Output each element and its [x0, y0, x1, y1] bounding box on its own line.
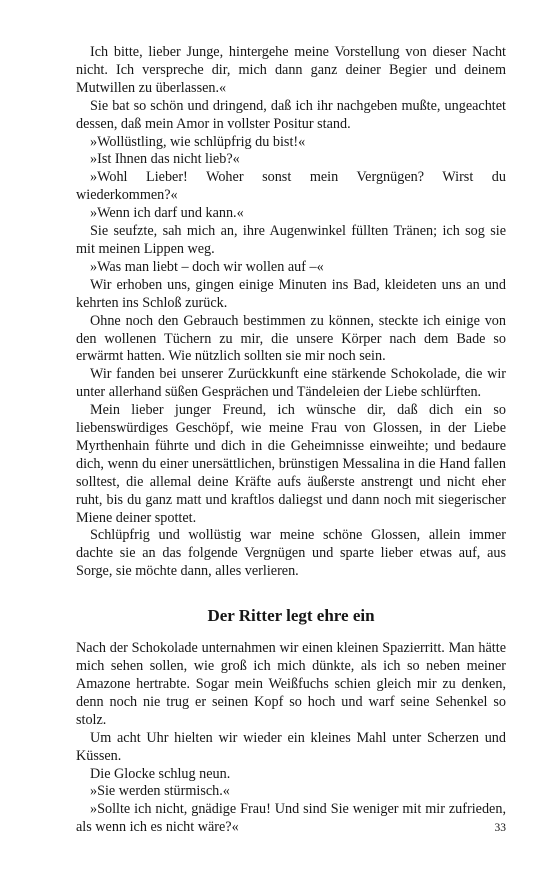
- paragraph: Sie bat so schön und dringend, daß ich ihr nachgeben mußte, ungeachtet dessen, daß mein Amor in vollster Positur stand.: [76, 97, 506, 132]
- body-text: [76, 44, 506, 837]
- page-number: 33: [494, 822, 506, 834]
- paragraph: Wir erhoben uns, gingen einige Minuten ins Bad, kleideten uns an und kehrten ins Schloß zurück.: [76, 276, 506, 311]
- paragraph: Um acht Uhr hielten wir wieder ein kleines Mahl unter Scherzen und Küssen.: [76, 729, 506, 764]
- paragraph: Ohne noch den Gebrauch bestimmen zu können, steckte ich einige von den wollenen Tüchern zu mir, die unsere Körper nach dem Bade so erwärmt hatten. Wie nützlich sollten sie mir noch sein.: [76, 312, 506, 365]
- paragraph: Ich bitte, lieber Junge, hintergehe meine Vorstellung von dieser Nacht nicht. Ich verspreche dir, mich dann ganz deiner Begier und deinem Mutwillen zu überlassen.«: [76, 44, 506, 96]
- paragraph: Sie seufzte, sah mich an, ihre Augenwinkel füllten Tränen; ich sog sie mit meinen Lippen weg.: [76, 223, 506, 257]
- paragraph: Die Glocke schlug neun.: [90, 765, 231, 782]
- paragraph: »Sie werden stürmisch.«: [90, 783, 230, 800]
- chapter-heading: Der Ritter legt ehre ein: [207, 606, 375, 626]
- paragraph: »Was man liebt – doch wir wollen auf –«: [90, 258, 324, 275]
- paragraph: »Wohl Lieber! Woher sonst mein Vergnügen? Wirst du wiederkommen?«: [76, 169, 506, 204]
- paragraph: Wir fanden bei unserer Zurückkunft eine stärkende Schokolade, die wir unter allerhand süßen Gesprächen und Tändeleien der Liebe schlürften.: [76, 366, 506, 401]
- paragraph: Nach der Schokolade unternahmen wir einen kleinen Spazierritt. Man hätte mich sehen sollen, wie groß ich mich dünkte, als ich so neben meiner Amazone hertrabte. Sogar mein Weißfuchs schien gleich mir zu denken, denn noch nie trug er seinen Kopf so hoch und warf seine Sehenkel so stolz.: [76, 640, 506, 728]
- paragraph: »Ist Ihnen das nicht lieb?«: [90, 151, 240, 168]
- paragraph: »Wenn ich darf und kann.«: [90, 205, 244, 222]
- paragraph: »Wollüstling, wie schlüpfrig du bist!«: [90, 133, 306, 150]
- paragraph: »Sollte ich nicht, gnädige Frau! Und sind Sie weniger mit mir zufrieden, als wenn ich es nicht wäre?«: [76, 801, 506, 836]
- paragraph: Mein lieber junger Freund, ich wünsche dir, daß dich ein so liebenswürdiges Geschöpf, wie meine Frau von Glossen, in der Liebe Myrthenhain führte und dich in die Geheimnisse einweihte; und bedaure dich, wenn du einer unersättlichen, brünstigen Messalina in die Hand fallen solltest, die allemal deine Kräfte aufs äußerste anstrengt und nicht eher ruht, bis du ganz matt und kraftlos daliegst und dann noch mit siegerischer Miene deiner spottet.: [76, 402, 506, 526]
- paragraph: Schlüpfrig und wollüstig war meine schöne Glossen, allein immer dachte sie an das folgende Vergnügen und sparte lieber etwas auf, aus Sorge, sie möchte dann, alles verlieren.: [76, 527, 506, 580]
